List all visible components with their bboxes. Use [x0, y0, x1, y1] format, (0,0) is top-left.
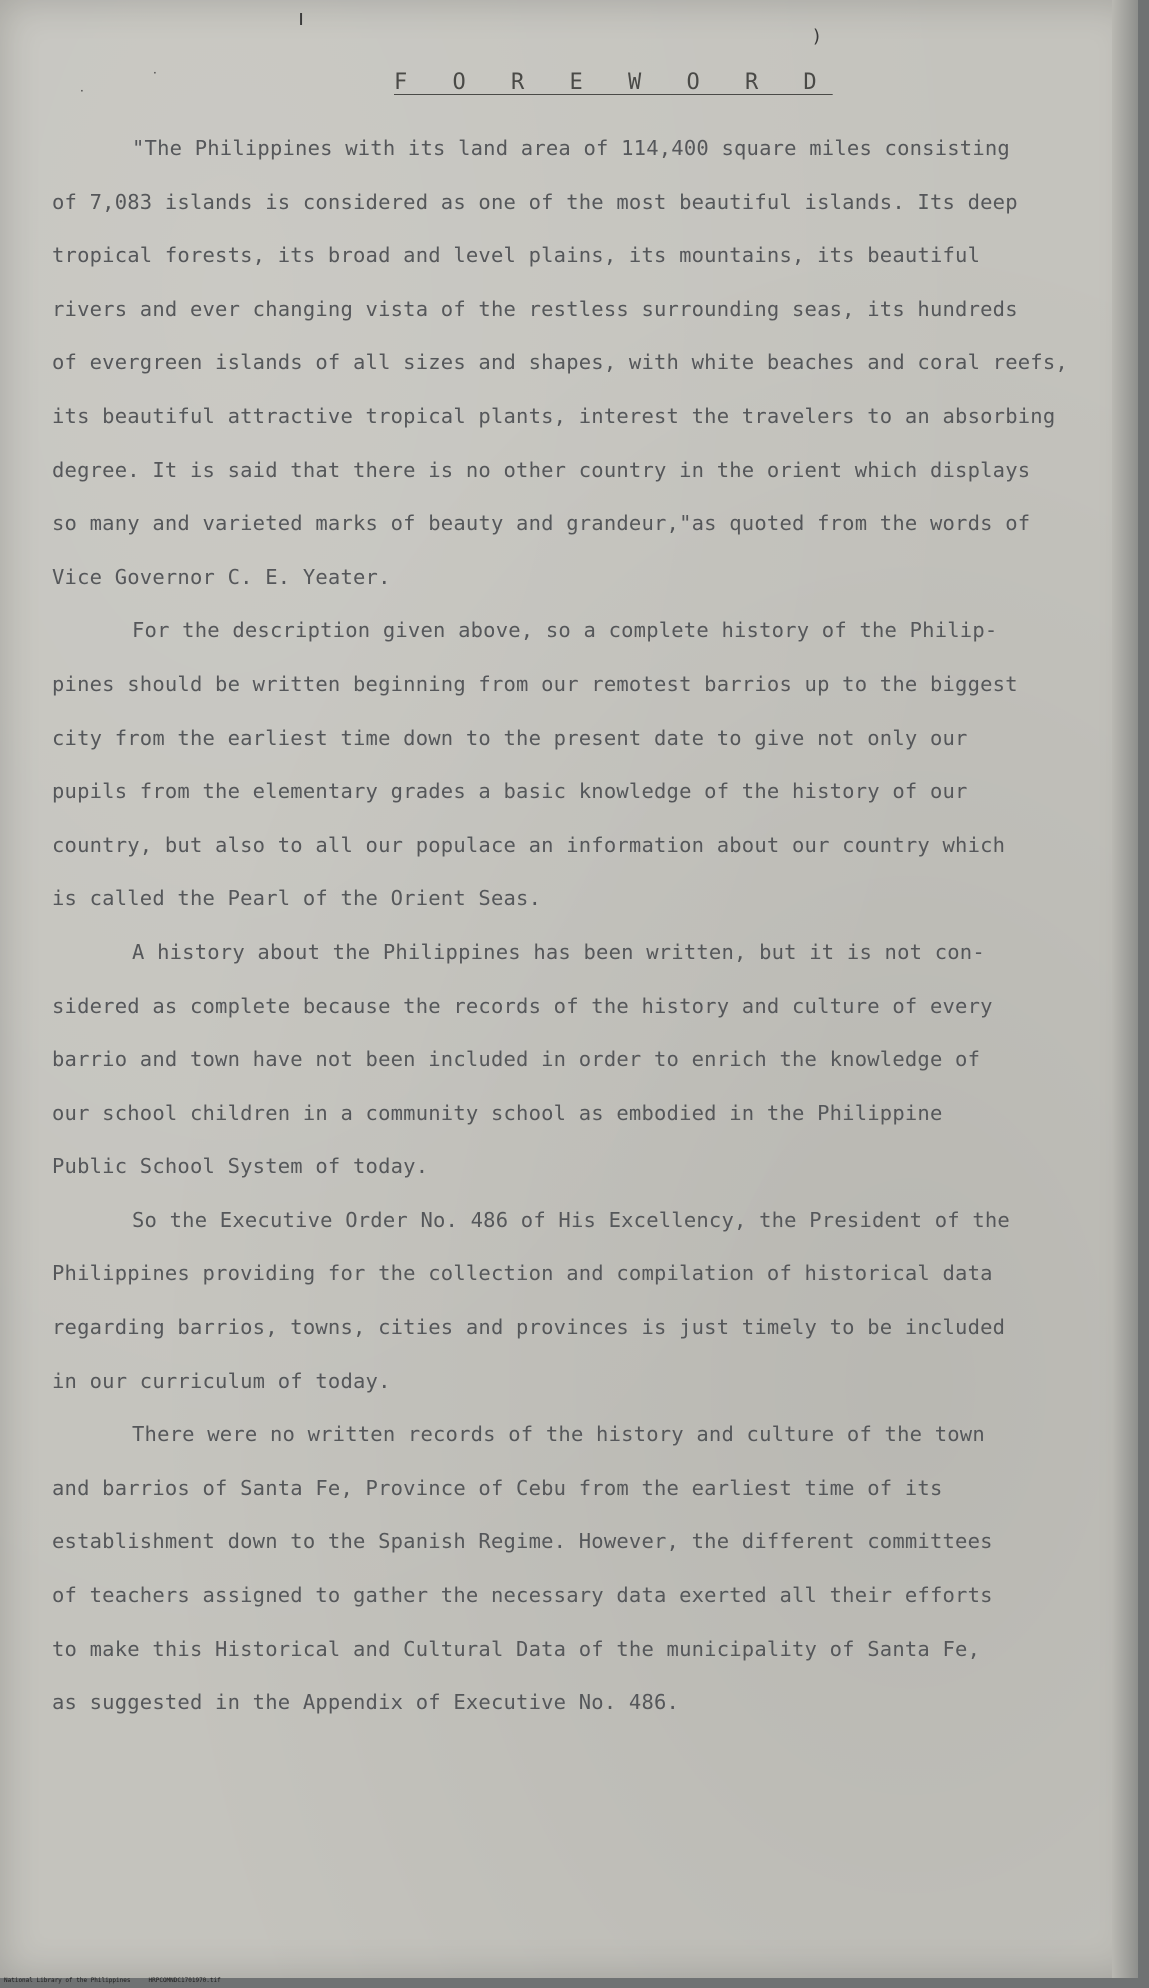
text-line: as suggested in the Appendix of Executive No. 486.: [52, 1690, 680, 1715]
paragraph: [52, 604, 1092, 926]
stray-mark: ·: [80, 84, 84, 98]
text-line: regarding barrios, towns, cities and provinces is just timely to be included: [52, 1315, 1006, 1340]
text-line: For the description given above, so a complete history of the Philip-: [132, 618, 998, 643]
paragraph: [52, 926, 1092, 1194]
text-line: is called the Pearl of the Orient Seas.: [52, 886, 542, 911]
text-line: Philippines providing for the collection and compilation of historical data: [52, 1261, 993, 1286]
paragraph: [52, 122, 1092, 604]
text-line: tropical forests, its broad and level plains, its mountains, its beautiful: [52, 243, 981, 268]
text-line: its beautiful attractive tropical plants, interest the travelers to an absorbing: [52, 403, 1056, 428]
text-line: pupils from the elementary grades a basic knowledge of the history of our: [52, 779, 968, 804]
stray-mark: ·: [153, 66, 157, 80]
text-line: in our curriculum of today.: [52, 1368, 391, 1393]
paragraph: [52, 1408, 1092, 1730]
footer-caption: National Library of the Philippines HRPCOMNDC1701970.tif: [4, 1977, 221, 1984]
text-line: pines should be written beginning from our remotest barrios up to the biggest: [52, 671, 1018, 696]
text-line: our school children in a community school as embodied in the Philippine: [52, 1100, 943, 1125]
text-line: establishment down to the Spanish Regime. However, the different committees: [52, 1529, 993, 1554]
stray-mark: ): [813, 26, 821, 47]
text-line: sidered as complete because the records of the history and culture of every: [52, 993, 993, 1018]
text-line: to make this Historical and Cultural Data of the municipality of Santa Fe,: [52, 1636, 981, 1661]
text-line: and barrios of Santa Fe, Province of Cebu from the earliest time of its: [52, 1475, 943, 1500]
text-line: A history about the Philippines has been written, but it is not con-: [132, 939, 985, 964]
text-line: of 7,083 islands is considered as one of the most beautiful islands. Its deep: [52, 189, 1018, 214]
text-line: country, but also to all our populace an information about our country which: [52, 832, 1006, 857]
page-heading: F O R E W O R D: [394, 70, 833, 95]
text-line: of evergreen islands of all sizes and shapes, with white beaches and coral reefs,: [52, 350, 1068, 375]
stray-mark: ı: [298, 6, 305, 31]
text-line: There were no written records of the history and culture of the town: [132, 1422, 985, 1447]
text-line: "The Philippines with its land area of 114,400 square miles consisting: [132, 136, 1010, 160]
text-line: so many and varieted marks of beauty and grandeur,"as quoted from the words of: [52, 511, 1031, 536]
page-edge: [1112, 0, 1138, 1978]
text-line: barrio and town have not been included in order to enrich the knowledge of: [52, 1047, 981, 1072]
paragraph: [52, 1194, 1092, 1408]
text-line: city from the earliest time down to the present date to give not only our: [52, 725, 968, 750]
foreword-body: [52, 122, 1092, 1730]
text-line: degree. It is said that there is no other country in the orient which displays: [52, 457, 1031, 482]
text-line: of teachers assigned to gather the necessary data exerted all their efforts: [52, 1583, 993, 1608]
text-line: Vice Governor C. E. Yeater.: [52, 564, 391, 589]
text-line: So the Executive Order No. 486 of His Excellency, the President of the: [132, 1207, 1010, 1232]
text-line: Public School System of today.: [52, 1154, 429, 1179]
text-line: rivers and ever changing vista of the restless surrounding seas, its hundreds: [52, 296, 1018, 321]
